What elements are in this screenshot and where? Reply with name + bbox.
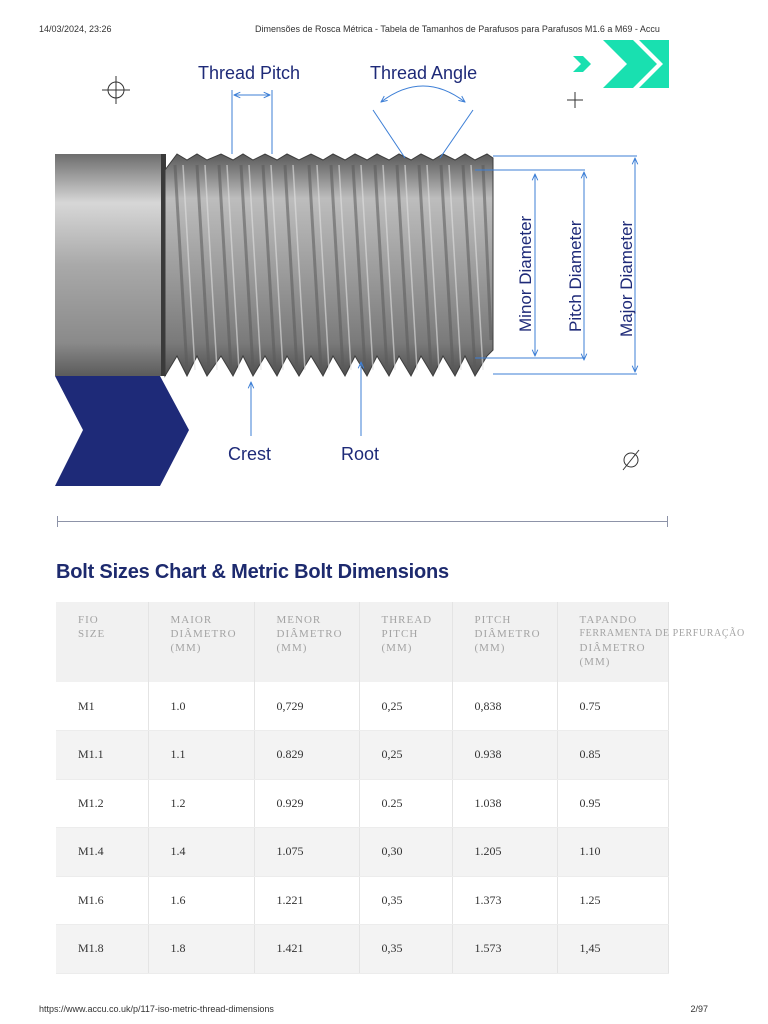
section-separator	[57, 521, 668, 522]
cell-minor: 1.421	[254, 925, 359, 974]
label-major-diameter: Major Diameter	[617, 220, 636, 337]
cell-major: 1.0	[148, 682, 254, 731]
cell-tapping-drill: 1.10	[557, 828, 668, 877]
col-header-major-diameter: MAIOR DIÂMETRO (MM)	[148, 602, 254, 682]
cell-pitch-diameter: 1.038	[452, 779, 557, 828]
cell-tapping-drill: 0.95	[557, 779, 668, 828]
cell-pitch: 0,35	[359, 876, 452, 925]
label-minor-diameter: Minor Diameter	[516, 215, 535, 332]
col-header-minor-diameter: MENOR DIÂMETRO (MM)	[254, 602, 359, 682]
print-header	[39, 24, 728, 36]
col-header-tapping-drill-diameter: TAPANDO FERRAMENTA DE PERFURAÇÃO DIÂMETRO (MM)	[557, 602, 668, 682]
label-root: Root	[341, 444, 380, 464]
cell-major: 1.2	[148, 779, 254, 828]
table-row	[56, 779, 668, 828]
page-number: 2/97	[690, 1004, 708, 1014]
table-row	[56, 876, 668, 925]
brand-chevrons	[573, 40, 669, 88]
table-row	[56, 828, 668, 877]
cell-pitch: 0,30	[359, 828, 452, 877]
cell-minor: 0,729	[254, 682, 359, 731]
print-footer	[39, 1004, 708, 1016]
cell-pitch-diameter: 0,838	[452, 682, 557, 731]
table-row	[56, 731, 668, 780]
cell-tapping-drill: 1.25	[557, 876, 668, 925]
print-date: 14/03/2024, 23:26	[39, 24, 112, 34]
cell-pitch: 0,35	[359, 925, 452, 974]
cell-pitch-diameter: 0.938	[452, 731, 557, 780]
cell-major: 1.6	[148, 876, 254, 925]
col-header-pitch-diameter: PITCH DIÂMETRO (MM)	[452, 602, 557, 682]
cell-pitch: 0,25	[359, 731, 452, 780]
cell-size: M1.2	[56, 779, 148, 828]
cell-size: M1.1	[56, 731, 148, 780]
cell-minor: 0.829	[254, 731, 359, 780]
bolt-dimensions-table	[56, 602, 745, 974]
cell-tapping-drill: 1,45	[557, 925, 668, 974]
cell-size: M1.6	[56, 876, 148, 925]
thread-dimensions-diagram	[55, 40, 669, 488]
cell-size: M1.8	[56, 925, 148, 974]
cell-tapping-drill: 0.85	[557, 731, 668, 780]
diameter-symbol-icon	[623, 450, 639, 470]
col-header-thread-pitch: THREAD PITCH (MM)	[359, 602, 452, 682]
plus-icon	[567, 92, 583, 108]
crosshair-icon	[102, 76, 130, 104]
section-title: Bolt Sizes Chart & Metric Bolt Dimensions	[56, 561, 449, 583]
bolt-shank	[55, 154, 165, 376]
bolt-threads	[165, 154, 493, 376]
cell-pitch: 0,25	[359, 682, 452, 731]
cell-minor: 1.221	[254, 876, 359, 925]
print-url[interactable]: https://www.accu.co.uk/p/117-iso-metric-thread-dimensions	[39, 1004, 274, 1014]
table-row	[56, 682, 668, 731]
cell-pitch: 0.25	[359, 779, 452, 828]
table-row	[56, 925, 668, 974]
cell-size: M1.4	[56, 828, 148, 877]
cell-pitch-diameter: 1.373	[452, 876, 557, 925]
cell-major: 1.8	[148, 925, 254, 974]
cell-tapping-drill: 0.75	[557, 682, 668, 731]
cell-pitch-diameter: 1.205	[452, 828, 557, 877]
cell-minor: 1.075	[254, 828, 359, 877]
cell-pitch-diameter: 1.573	[452, 925, 557, 974]
cell-minor: 0.929	[254, 779, 359, 828]
print-document-title: Dimensões de Rosca Métrica - Tabela de Tamanhos de Parafusos para Parafusos M1.6 a M69 - Accu	[255, 24, 660, 34]
label-thread-pitch: Thread Pitch	[198, 63, 301, 83]
label-thread-angle: Thread Angle	[370, 63, 478, 83]
label-crest: Crest	[228, 444, 272, 464]
col-header-thread-size: FIO SIZE	[56, 602, 148, 682]
cell-size: M1	[56, 682, 148, 731]
label-pitch-diameter: Pitch Diameter	[566, 220, 585, 332]
brand-hex-shape	[55, 376, 189, 486]
cell-major: 1.4	[148, 828, 254, 877]
table-header-row	[56, 602, 668, 682]
cell-major: 1.1	[148, 731, 254, 780]
